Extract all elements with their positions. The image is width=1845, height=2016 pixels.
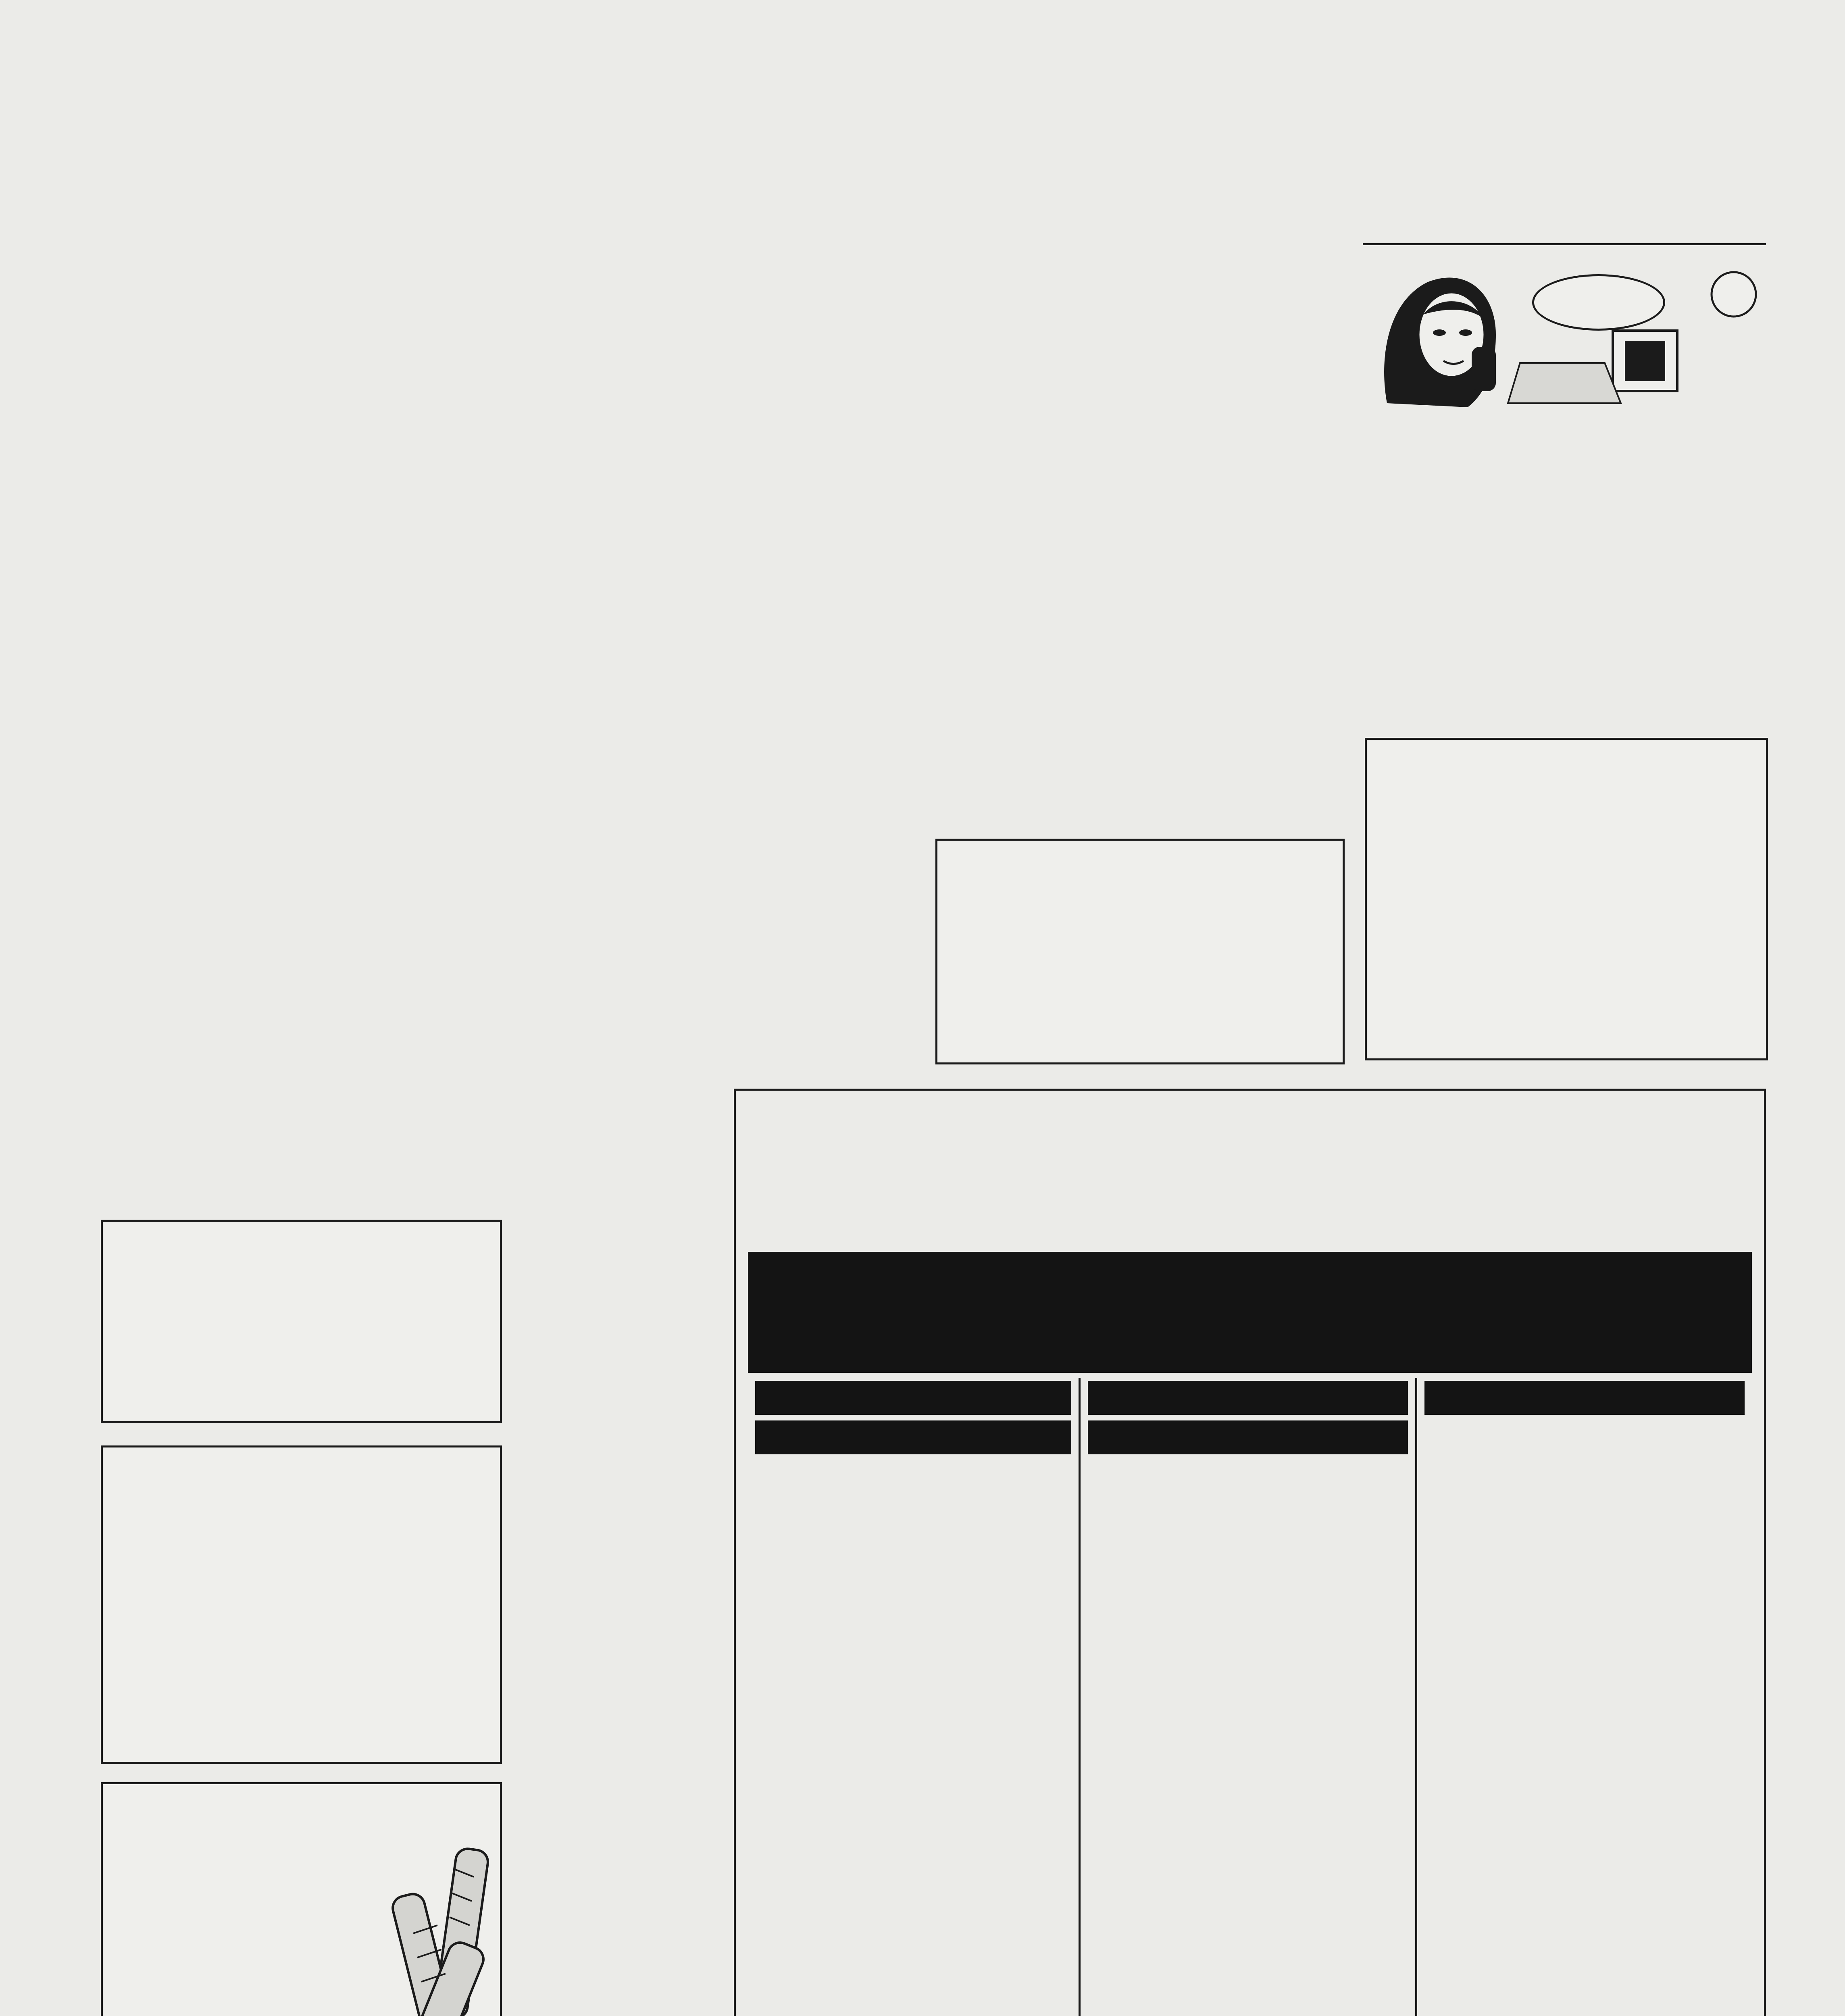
teen-cartoon [1363, 258, 1766, 411]
fields-featured-strip [748, 1252, 1752, 1373]
ns-col3 [1140, 323, 1330, 452]
ellas-top [115, 1794, 488, 1830]
grain-col2 [306, 909, 496, 1216]
fields-ad [734, 1089, 1766, 2016]
food-header [529, 1996, 718, 2016]
teen-header [1363, 221, 1766, 245]
fabric-bolts-illustration [385, 1845, 490, 2016]
ag-col2 [299, 377, 489, 720]
ellas-ad [101, 1782, 502, 2016]
quality-steam-ad [101, 1220, 502, 1423]
quality-location [115, 1242, 488, 1258]
ns-col1 [726, 323, 915, 1064]
grain-col3 [512, 909, 710, 1945]
grain-col1 [109, 970, 298, 1212]
reward-ad [1365, 738, 1768, 1060]
childrens-wear-header [1424, 1381, 1745, 1415]
fields-columns [748, 1378, 1752, 2016]
boys-wear-header [1088, 1420, 1408, 1454]
teen-letter-col [1363, 415, 1556, 593]
fields-col-children [1417, 1378, 1752, 2016]
fields-col-ladies [748, 1378, 1079, 2016]
schaap-ad [935, 839, 1345, 1064]
fields-col-mens [1081, 1378, 1415, 2016]
teen-reply-col [1572, 415, 1770, 589]
ag-col3 [506, 377, 708, 720]
ladies-wear-header [755, 1381, 1071, 1415]
teen-speech-bubble [1532, 274, 1665, 331]
wanted-ad [101, 1445, 502, 1764]
staples-header [755, 1420, 1071, 1454]
mens-wear-header [1088, 1381, 1408, 1415]
rcmp-body [1140, 520, 1330, 827]
ag-col1 [92, 377, 281, 720]
